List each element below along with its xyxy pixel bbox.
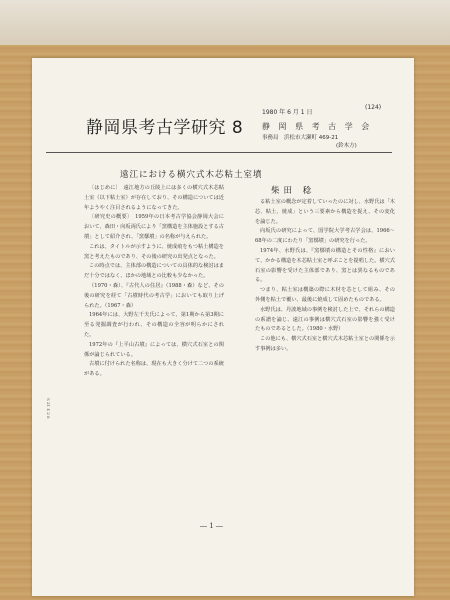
paragraph: この他にも、横穴式石室と横穴式木芯粘土室との関係を示す事例は多い。 (255, 336, 395, 352)
office-address: 事務局 浜松市大瀬町 469-21 (262, 135, 339, 141)
paragraph: 1972年の『上平山古墳』によっては、横穴式石室との関係が論じられている。 (84, 341, 224, 358)
paragraph: る粘土室の概念が定着していったのに対し、水野氏は「木芯、粘土、焼成」という三要素から構造を捉え、その変化を論じた。 (255, 199, 395, 225)
paragraph: 水野氏は、丹波地域の事例を検討した上で、それらの構造の系譜を論じ、遠江の事例は横穴式石室の影響を強く受けたものであるとした。（1980・水野） (255, 306, 395, 333)
paragraph: 〔研究史の概要〕 1959年の日本考古学協会静岡大会において、森田・向坂両氏により「窯構造を主体施設とする古墳」として紹介され、「窯槨墳」の名称が与えられた。 (84, 214, 224, 240)
paragraph: つまり、粘土室は構築の際に木材を芯として組み、その外側を粘土で覆い、最後に焼成して固めたものである。 (255, 287, 395, 303)
page-number: ― 1 ― (200, 522, 223, 530)
margin-note: S 21 4 2 8 (46, 398, 51, 419)
issue-date: 1980 年 6 月 1 日 (262, 109, 313, 116)
society-name: 静 岡 県 考 古 学 会 (262, 122, 373, 131)
body-column-right (255, 198, 395, 514)
background-wall (0, 0, 450, 45)
paragraph: 〔はじめに〕 遠江地方の丘陵上には多くの横穴式木芯粘土室（以下粘土室）が存在しており、その構造については近年ようやく注目されるようになってきた。 (84, 185, 224, 211)
paragraph: 1964年には、大野左千夫氏によって、第1期から第3期に至る発掘調査が行われ、その構造の全容が明らかにされた。 (84, 312, 224, 338)
journal-title: 静岡県考古学研究 8 (86, 118, 244, 138)
header-divider (46, 152, 392, 153)
article-title: 遠江における横穴式木芯粘土室墳 (120, 170, 263, 180)
paragraph: （1970・森）、『古代人の住居』（1988・森）など、その後の研究を経て「古墳時代の考古学」においても取り上げられた。（1967・森） (84, 282, 224, 309)
page-code: (124) (365, 104, 382, 111)
paragraph: 古墳に付けられた名称は、現在も大きく分けて二つの系統がある。 (84, 361, 224, 378)
paragraph: 向坂氏の研究によって、国学院大学考古学会は、1966〜68年の二度にわたり「窯槨墳」の研究を行った。 (255, 228, 395, 245)
paragraph: この時点では、主体部の構造についての具体的な検討はまだ十分ではなく、ほかの地域との比較も少なかった。 (84, 263, 224, 280)
article-author: 柴田 稔 (271, 186, 316, 196)
body-column-left (84, 184, 224, 514)
office-contact: (鈴木方) (336, 143, 357, 149)
paragraph: これは、タイトルが示すように、焼成痕をもつ粘土構造を窯と考えたものであり、その後の研究の出発点となった。 (84, 243, 224, 260)
paragraph: 1974年、水野氏は、『窯槨墳の構造とその性格』において、かかる構造を木芯粘土室と呼ぶことを提唱した。横穴式石室の影響を受けた主体部であり、窯とは異なるものである。 (255, 247, 395, 284)
